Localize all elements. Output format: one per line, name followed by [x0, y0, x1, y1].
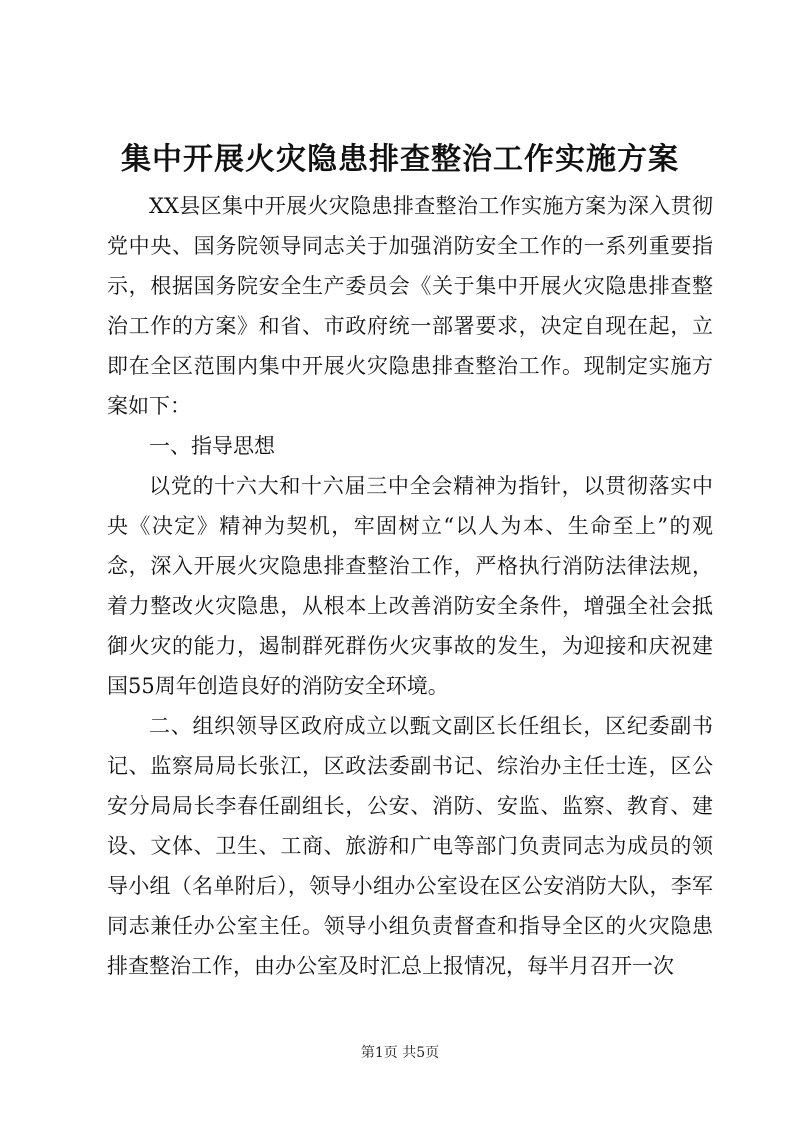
guiding-ideology-paragraph: 以党的十六大和十六届三中全会精神为指针，以贯彻落实中央《决定》精神为契机，牢固树立“以人为本、生命至上”的观念，深入开展火灾隐患排查整治工作，严格执行消防法律法规，着力整改火灾隐患，从根本上改善消防安全条件，增强全社会抵御火灾的能力，遏制群死群伤火灾事故的发生，为迎接和庆祝建国55周年创造良好的消防安全环境。	[107, 474, 713, 698]
intro-paragraph: XX县区集中开展火灾隐患排查整治工作实施方案为深入贯彻党中央、国务院领导同志关于加强消防安全工作的一系列重要指示，根据国务院安全生产委员会《关于集中开展火灾隐患排查整治工作的方案》和省、市政府统一部署要求，决定自现在起，立即在全区范围内集中开展火灾隐患排查整治工作。现制定实施方案如下：	[107, 194, 713, 418]
page-footer: 第1页 共5页	[360, 1045, 440, 1061]
document-title: 集中开展火灾隐患排查整治工作实施方案	[121, 142, 679, 177]
organization-leadership-paragraph: 二、组织领导区政府成立以甄文副区长任组长，区纪委副书记、监察局局长张江，区政法委副书记、综治办主任士连，区公安分局局长李春任副组长，公安、消防、安监、监察、教育、建设、文体、卫生、工商、旅游和广电等部门负责同志为成员的领导小组（名单附后），领导小组办公室设在区公安消防大队，李军同志兼任办公室主任。领导小组负责督查和指导全区的火灾隐患排查整治工作，由办公室及时汇总上报情况，每半月召开一次	[107, 714, 713, 978]
document-body	[107, 186, 713, 986]
section-heading-guiding-ideology: 一、指导思想	[149, 434, 275, 458]
